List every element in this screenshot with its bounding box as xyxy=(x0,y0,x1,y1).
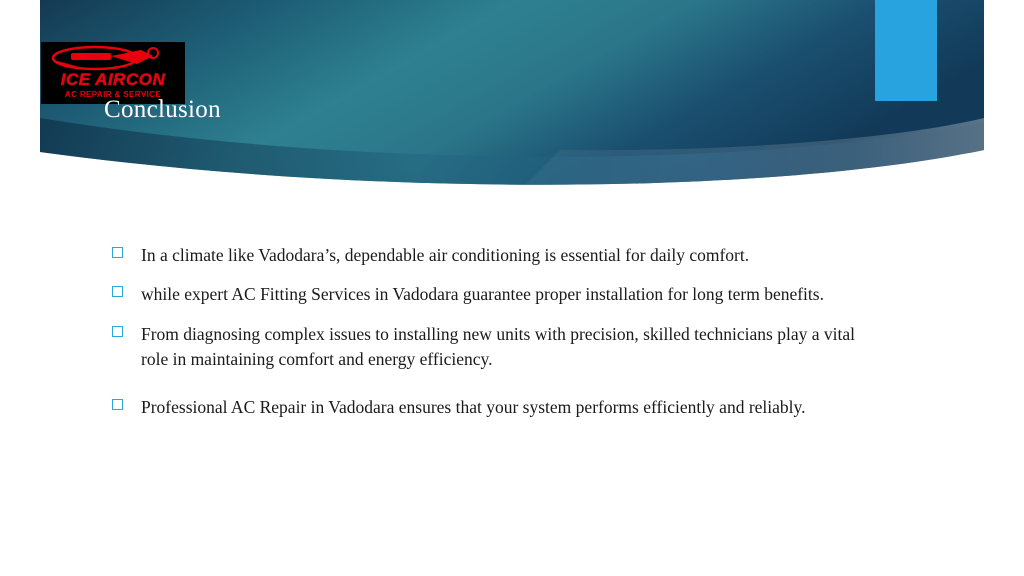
list-item xyxy=(108,282,868,307)
list-item xyxy=(108,322,868,373)
list-item xyxy=(108,243,868,268)
list-item-text: while expert AC Fitting Services in Vadodara guarantee proper installation for long term benefits. xyxy=(141,284,824,305)
bullet-square-icon xyxy=(112,326,123,337)
bullet-list xyxy=(108,243,868,434)
list-item-text: Professional AC Repair in Vadodara ensures that your system performs efficiently and reliably. xyxy=(141,396,806,417)
bullet-square-icon xyxy=(112,247,123,258)
list-item xyxy=(108,395,868,420)
logo-subtitle: AC REPAIR & SERVICE xyxy=(64,90,162,99)
page-title: Conclusion xyxy=(104,96,221,123)
bullet-square-icon xyxy=(112,399,123,410)
list-item-text: In a climate like Vadodara’s, dependable air conditioning is essential for daily comfort. xyxy=(141,245,750,265)
bullet-square-icon xyxy=(112,286,123,297)
list-item-text: From diagnosing complex issues to installing new units with precision, skilled technicians play a vital role in maintaining comfort and energy efficiency. xyxy=(141,323,855,370)
logo xyxy=(41,42,185,104)
logo-name: ICE AIRCON xyxy=(60,70,166,89)
accent-tab xyxy=(875,0,937,101)
